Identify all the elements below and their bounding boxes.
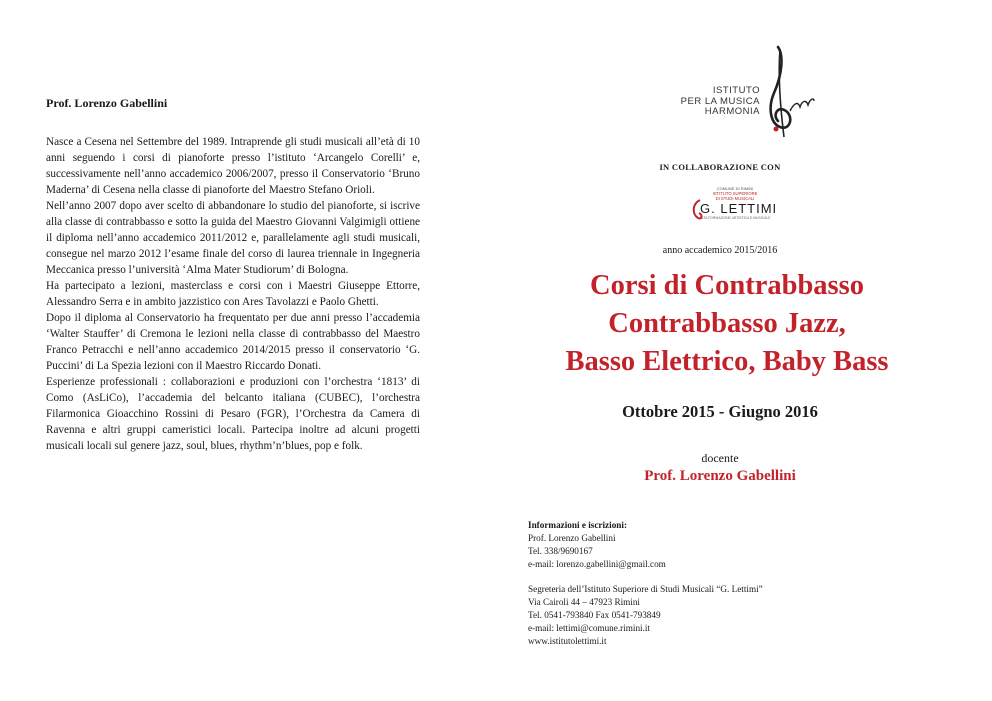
lettimi-swirl-icon: [690, 198, 704, 220]
info-email[interactable]: e-mail: lettimi@comune.rimini.it: [528, 623, 651, 633]
treble-clef-logo-icon: [764, 45, 816, 140]
bio-paragraph: Nasce a Cesena nel Settembre del 1989. Intraprende gli studi musicali all’età di 10 anni seguendo i corsi di pianoforte presso l’istituto ‘Arcangelo Corelli’ e, successivamente nell’anno accademico 2006/2007, presso il Conservatorio ‘Bruno Maderna’ di Cesena nella classe di pianoforte del Maestro Stefano Orioli.: [46, 136, 420, 196]
info-heading: Informazioni e iscrizioni:: [528, 520, 628, 530]
academic-year: anno accademico 2015/2016: [662, 245, 778, 256]
course-dates: Ottobre 2015 - Giugno 2016: [622, 402, 818, 421]
lettimi-red-line: DI STUDI MUSICALI: [715, 196, 755, 201]
bio-paragraph: Esperienze professionali : collaborazioni e produzioni con l’orchestra ‘1813’ di Como (AsLiCo), l’accademia del belcanto italiana (CUBEC), l’orchestra Filarmonica Gioacchino Rossini di Pesaro (FGR), l’Orchestra da Camera di Ravenna e altri gruppi cameristici locali. Partecipa inoltre ad alcuni progetti musicali locali sul genere jazz, soul, blues, rhythm’n’blues, pop e folk.: [46, 376, 420, 452]
logo-line: HARMONIA: [704, 106, 760, 117]
info-block: [528, 519, 888, 648]
logo-text: [660, 86, 760, 118]
course-title: [527, 267, 927, 381]
course-title-line: Corsi di Contrabbasso: [590, 270, 864, 301]
info-line: Prof. Lorenzo Gabellini: [528, 533, 616, 543]
info-line: Tel. 338/9690167: [528, 546, 593, 556]
info-email[interactable]: e-mail: lorenzo.gabellini@gmail.com: [528, 559, 666, 569]
bio-text: [46, 134, 420, 454]
harmonia-logo: [660, 45, 820, 140]
lettimi-subtitle: ALTA FORMAZIONE ARTISTICA E MUSICALE: [699, 216, 771, 220]
logo-line: ISTITUTO: [712, 85, 760, 96]
info-line: Via Cairoli 44 – 47923 Rimini: [528, 597, 640, 607]
course-title-line: Basso Elettrico, Baby Bass: [565, 346, 889, 377]
docente-label: docente: [701, 451, 739, 465]
bio-title: Prof. Lorenzo Gabellini: [46, 96, 168, 110]
bio-paragraph: Dopo il diploma al Conservatorio ha frequentato per due anni presso l’accademia ‘Walter Stauffer’ di Cremona le lezioni nella classe di contrabbasso del Maestro Franco Petracchi e nell’anno accademico 2014/2015 presso il conservatorio ‘G. Puccini’ di La Spezia lezioni con il Maestro Riccardo Donati.: [46, 312, 420, 372]
bio-paragraph: Nell’anno 2007 dopo aver scelto di abbandonare lo studio del pianoforte, si iscrive alla classe di contrabbasso e sotto la guida del Maestro Giovanni Valgimigli ottiene il diploma nell’anno accademico 2011/2012 e, parallelamente agli studi musicali, consegue nel marzo 2012 l’esame finale del corso di laurea triennale in Ingegneria Meccanica presso l’università ‘Alma Mater Studiorum’ di Bologna.: [46, 200, 420, 276]
logo-line: PER LA MUSICA: [680, 95, 760, 107]
info-website-link[interactable]: www.istitutolettimi.it: [528, 636, 607, 646]
bio-paragraph: Ha partecipato a lezioni, masterclass e corsi con i Maestri Giuseppe Ettorre, Alessandro Serra e in ambito jazzistico con Ares Tavolazzi e Paolo Ghetti.: [46, 280, 420, 308]
course-title-line: Contrabbasso Jazz,: [608, 308, 846, 339]
info-line: Segreteria dell’Istituto Superiore di Studi Musicali “G. Lettimi”: [528, 584, 763, 594]
lettimi-top: COMUNE DI RIMINI: [716, 186, 754, 191]
collaboration-label: IN COLLABORAZIONE CON: [659, 162, 781, 172]
lettimi-logo: [690, 186, 780, 230]
biography-column: [46, 96, 420, 454]
info-line: Tel. 0541-793840 Fax 0541-793849: [528, 610, 661, 620]
lettimi-red-line: ISTITUTO SUPERIORE: [712, 191, 758, 196]
lettimi-name: G. LETTIMI: [700, 201, 778, 216]
teacher-name: Prof. Lorenzo Gabellini: [644, 468, 796, 484]
